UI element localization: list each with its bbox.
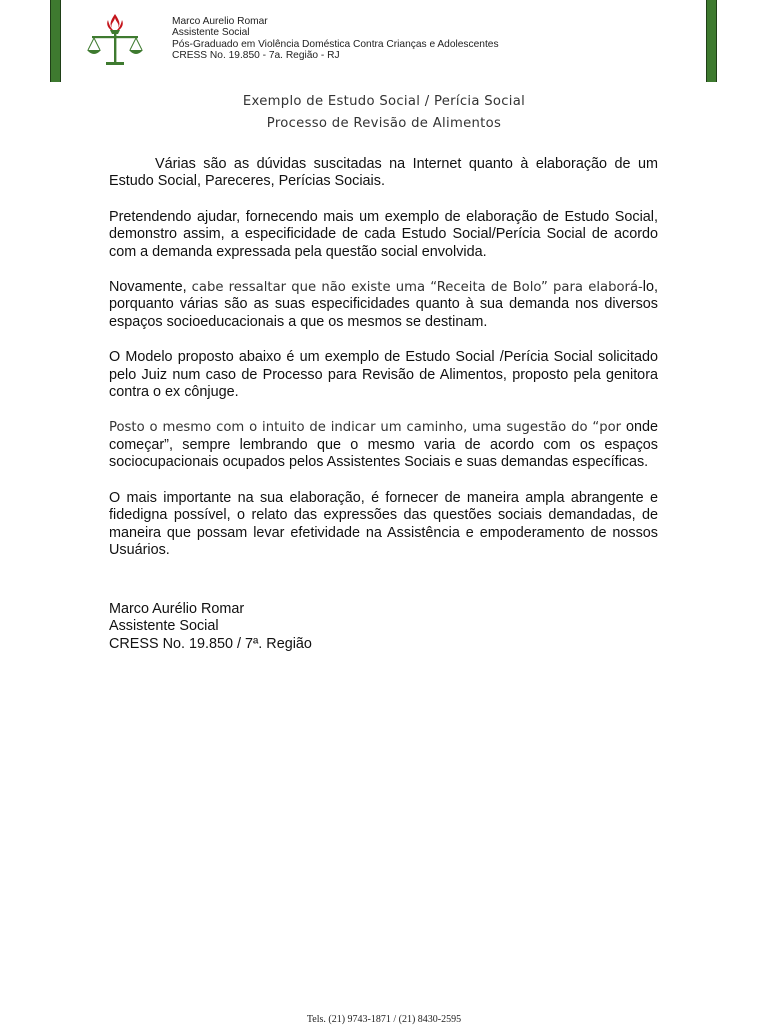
paragraph-5-lead: Posto o mesmo com o intuito de indicar um caminho, uma sugestão do “por — [109, 420, 626, 436]
signature-role: Assistente Social — [109, 618, 219, 635]
letterhead — [172, 16, 499, 62]
header-green-bar-right — [706, 0, 717, 82]
paragraph-6: O mais importante na sua elaboração, é fornecer de maneira ampla abrangente e fidedigna possível, o relato das expressões das questões sociais demandadas, de maneira que possam levar efetividade na Assistência e empoderamento de nossos Usuários. — [109, 489, 658, 558]
footer-phones: Tels. (21) 9743-1871 / (21) 8430-2595 — [306, 1014, 462, 1025]
scales-of-justice-torch-icon — [84, 12, 146, 68]
paragraph-2: Pretendendo ajudar, fornecendo mais um exemplo de elaboração de Estudo Social, demonstro assim, a especificidade de cada Estudo Social/Perícia Social de acordo com a demanda expressada pela questão social envolvida. — [109, 208, 658, 260]
document-body — [109, 156, 658, 577]
document-title: Exemplo de Estudo Social / Perícia Social — [242, 94, 526, 109]
paragraph-3-lead: Novamente, — [109, 279, 192, 296]
signature-registry: CRESS No. 19.850 / 7ª. Região — [109, 635, 312, 652]
signature-block — [109, 601, 312, 653]
paragraph-5-rest: onde começar”, sempre lembrando que o mesmo varia de acordo com os espaços sociocupacionais ocupados pelos Assistentes Sociais e suas demandas específicas. — [109, 419, 658, 471]
letterhead-registry: CRESS No. 19.850 - 7a. Região - RJ — [172, 50, 340, 62]
paragraph-3-quote: cabe ressaltar que não existe uma “Receita de Bolo” para elaborá- — [191, 280, 643, 296]
letterhead-name: Marco Aurelio Romar — [172, 16, 268, 27]
letterhead-role: Assistente Social — [172, 27, 250, 39]
paragraph-4: O Modelo proposto abaixo é um exemplo de Estudo Social /Perícia Social solicitado pelo Juiz num caso de Processo para Revisão de Alimentos, proposto pela genitora contra o ex cônjuge. — [109, 349, 658, 401]
header-green-bar-left — [50, 0, 61, 82]
letterhead-credential: Pós-Graduado em Violência Doméstica Contra Crianças e Adolescentes — [172, 38, 499, 50]
paragraph-5 — [109, 419, 658, 471]
signature-name: Marco Aurélio Romar — [109, 601, 245, 617]
document-subtitle: Processo de Revisão de Alimentos — [266, 116, 502, 131]
paragraph-3 — [109, 279, 658, 331]
paragraph-1: Várias são as dúvidas suscitadas na Internet quanto à elaboração de um Estudo Social, Pareceres, Perícias Sociais. — [109, 156, 658, 190]
paragraph-3-rest: lo, porquanto várias são as suas especificidades quanto à sua demanda nos diversos espaços socioeducacionais a que os mesmos se destinam. — [109, 279, 658, 330]
